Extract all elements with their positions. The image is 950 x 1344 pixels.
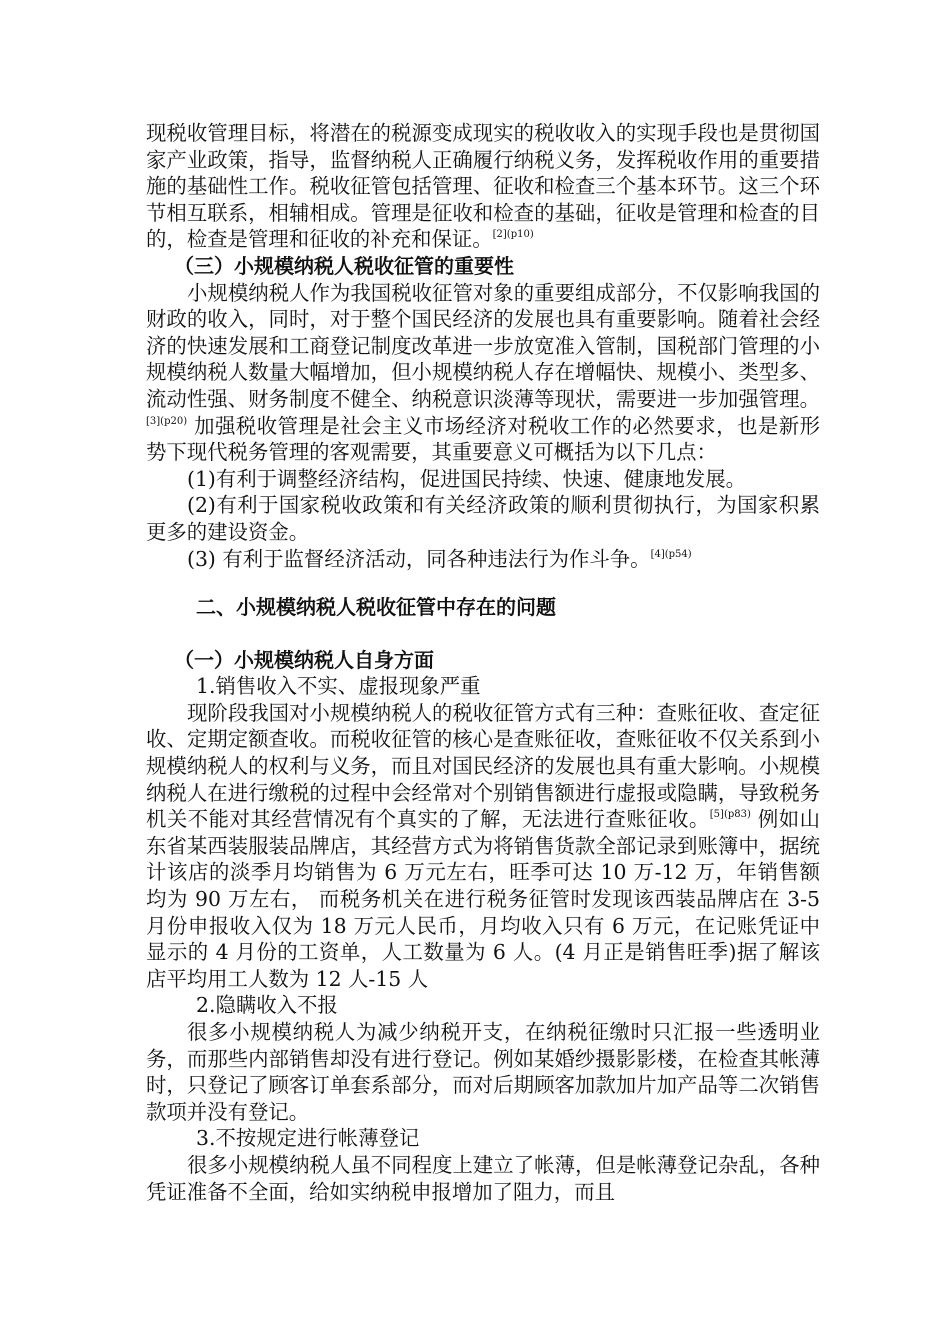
section-heading-importance: （三）小规模纳税人税收征管的重要性 [174, 253, 514, 278]
list-item-2: (2)有利于国家税收政策和有关经济政策的顺利贯彻执行，为国家积累更多的建设资金。 [146, 493, 820, 544]
paragraph-importance: 小规模纳税人作为我国税收征管对象的重要组成部分，不仅影响我国的财政的收入，同时，对于整个国民经济的发展也具有重要影响。随着社会经济的快速发展和工商登记制度改革进一步放宽准入管制，国税部门管理的小规模纳税人数量大幅增加，但小规模纳税人存在增幅快、规模小、类型多、流动性强、财务制度不健全、纳税意识淡薄等现状，需要进一步加强管理。$^{[3](p20)}$ 加强税收管理是社会主义市场经济对税收工作的必然要求，也是新形势下现代税务管理的客观需要，其重要意义可概括为以下几点： [146, 280, 820, 465]
citation: [2](p10) [492, 229, 534, 241]
paragraph-bookkeeping: 很多小规模纳税人虽不同程度上建立了帐薄，但是帐薄登记杂乱，各种凭证准备不全面，给如实纳税申报增加了阻力，而且 [146, 1152, 820, 1204]
list-item-3: (3) 有利于监督经济活动，同各种违法行为作斗争。$^{[4](p54)}$ [187, 546, 692, 571]
citation: [4](p54) [650, 548, 692, 560]
paragraph-tax-management: 现税收管理目标，将潜在的税源变成现实的税收收入的实现手段也是贯彻国家产业政策，指导，监督纳税人正确履行纳税义务，发挥税收作用的重要措施的基础性工作。税收征管包括管理、征收和检查三个基本环节。这三个环节相互联系，相辅相成。管理是征收和检查的基础，征收是管理和检查的目的，检查是管理和征收的补充和保证。$^{[2](p10)}$ [146, 121, 820, 252]
citation: [5](p83) [709, 809, 751, 821]
subheading-bookkeeping: 3.不按规定进行帐薄登记 [196, 1126, 420, 1151]
document-page [146, 120, 820, 1205]
subheading-false-sales: 1.销售收入不实、虚报现象严重 [196, 674, 481, 699]
subheading-hidden-income: 2.隐瞒收入不报 [196, 993, 338, 1018]
spacer [146, 572, 820, 594]
spacer [146, 621, 820, 647]
paragraph-false-sales: 现阶段我国对小规模纳税人的税收征管方式有三种：查账征收、查定征收、定期定额查收。而税收征管的核心是查账征收，查账征收不仅关系到小规模纳税人的权利与义务，而且对国民经济的发展也具有重大影响。小规模纳税人在进行缴税的过程中会经常对个别销售额进行虚报或隐瞒，导致税务机关不能对其经营情况有个真实的了解，无法进行查账征收。$^{[5](p83)}$ 例如山东省某西装服装品牌店，其经营方式为将销售货款全部记录到账簿中，据统计该店的淡季月均销售为 6 万元左右，旺季可达 10 万-12 万，年销售额均为 90 万左右， 而税务机关在进行税务征管时发现该西装品牌店在 3-5 月份申报收入仅为 18 万元人民币，月均收入只有 6 万元，在记账凭证中显示的 4 月份的工资单，人工数量为 6 人。(4 月正是销售旺季)据了解该店平均用工人数为 12 人-15 人 [146, 700, 820, 991]
paragraph-hidden-income: 很多小规模纳税人为减少纳税开支，在纳税征缴时只汇报一些透明业务，而那些内部销售却没有进行登记。例如某婚纱摄影影楼，在检查其帐薄时，只登记了顾客订单套系部分，而对后期顾客加款加片加产品等二次销售款项并没有登记。 [146, 1020, 820, 1124]
chapter-heading-problems: 二、小规模纳税人税收征管中存在的问题 [196, 595, 556, 620]
section-heading-self: （一）小规模纳税人自身方面 [174, 647, 434, 672]
citation: [3](p20) [146, 415, 188, 427]
list-item-1: (1)有利于调整经济结构，促进国民持续、快速、健康地发展。 [187, 466, 747, 491]
